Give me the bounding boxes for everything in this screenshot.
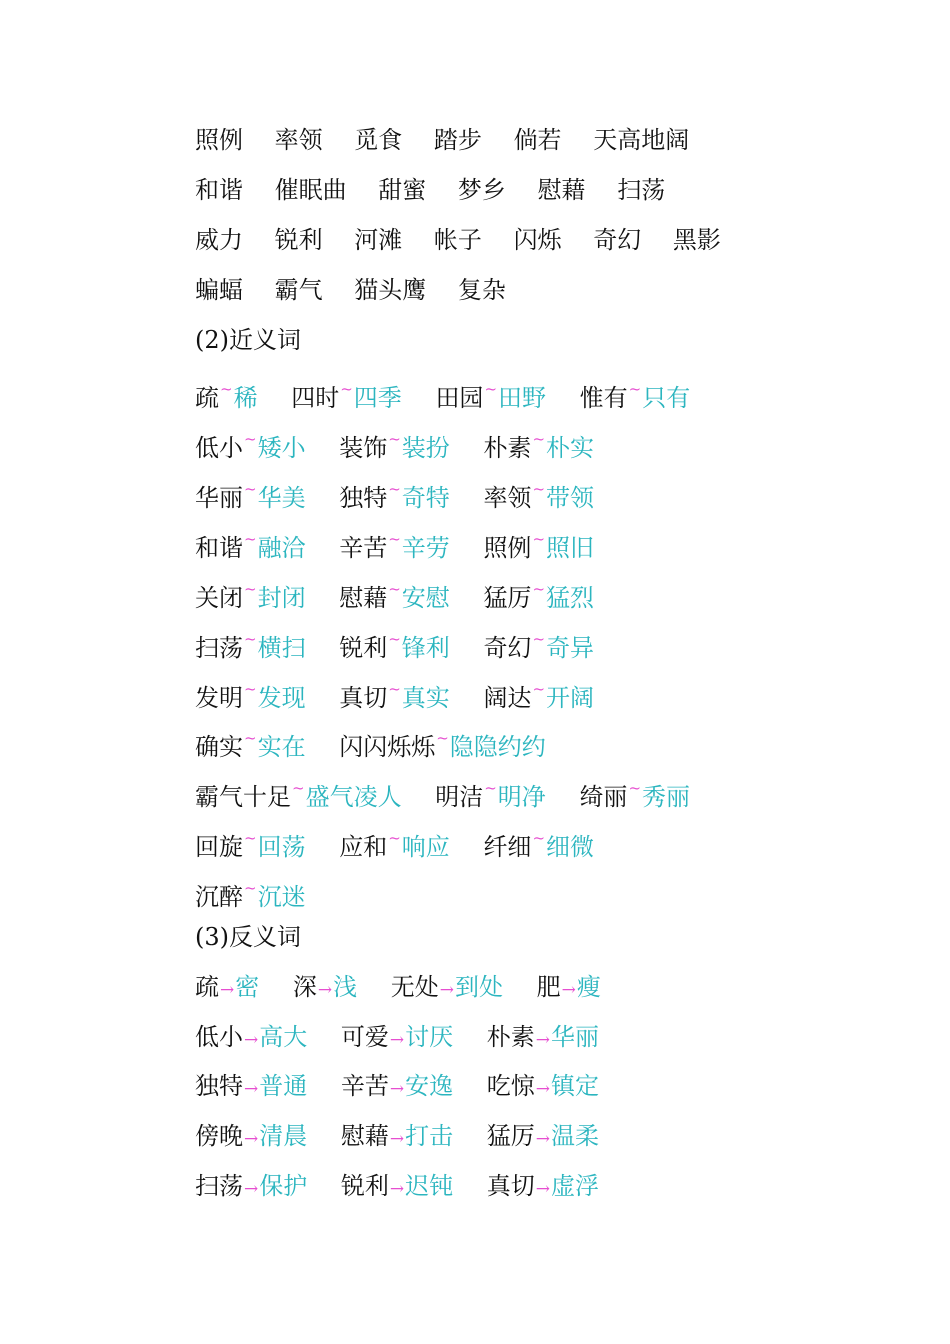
synonyms-heading: (2)近义词 <box>195 326 301 354</box>
word: 梦乡 <box>457 176 506 204</box>
synonym-pair: 朴素~朴实 <box>483 430 595 462</box>
tilde-icon: ~ <box>532 580 546 598</box>
word: 闪烁 <box>513 226 562 254</box>
arrow-right-icon: → <box>535 1079 551 1099</box>
tilde-icon: ~ <box>532 680 546 698</box>
antonym-pair: 吃惊→镇定 <box>486 1072 600 1100</box>
synonym-pair: 阔达~开阔 <box>483 680 595 712</box>
synonym-line-4 <box>195 519 620 562</box>
tilde-icon: ~ <box>388 829 401 847</box>
tilde-icon: ~ <box>532 530 546 548</box>
word: 催眠曲 <box>274 176 347 204</box>
word: 帐子 <box>433 226 482 254</box>
word-line-4 <box>195 270 530 310</box>
synonym-pair: 猛厉~猛烈 <box>483 580 595 612</box>
synonym-pair: 率领~带领 <box>483 480 595 512</box>
word: 蝙蝠 <box>195 276 243 304</box>
tilde-icon: ~ <box>244 480 257 498</box>
arrow-right-icon: → <box>439 980 455 1000</box>
tilde-icon: ~ <box>532 829 546 847</box>
word: 奇幻 <box>593 226 642 254</box>
tilde-icon: ~ <box>244 430 257 448</box>
word: 踏步 <box>433 126 482 154</box>
tilde-icon: ~ <box>244 530 257 548</box>
tilde-icon: ~ <box>436 729 449 747</box>
tilde-icon: ~ <box>244 829 257 847</box>
synonym-pair: 应和~响应 <box>339 829 450 861</box>
synonym-pair: 扫荡~横扫 <box>195 630 306 662</box>
arrow-right-icon: → <box>244 1179 259 1199</box>
synonym-pair: 明洁~明净 <box>435 779 546 811</box>
tilde-icon: ~ <box>388 680 401 698</box>
tilde-icon: ~ <box>388 580 401 598</box>
arrow-right-icon: → <box>244 1129 259 1149</box>
synonym-line-7 <box>195 669 620 712</box>
word: 黑影 <box>672 226 721 254</box>
tilde-icon: ~ <box>244 580 257 598</box>
arrow-right-icon: → <box>535 1179 551 1199</box>
antonym-line-4 <box>195 1116 625 1156</box>
antonym-pair: 可爱→讨厌 <box>340 1023 454 1051</box>
synonym-line-5 <box>195 569 620 612</box>
synonym-line-1 <box>195 369 716 412</box>
synonym-pair: 装饰~装扮 <box>339 430 450 462</box>
arrow-right-icon: → <box>561 980 576 1000</box>
word: 倘若 <box>513 126 562 154</box>
synonym-pair: 独特~奇特 <box>339 480 450 512</box>
arrow-right-icon: → <box>317 980 333 1000</box>
antonym-pair: 独特→普通 <box>195 1072 308 1100</box>
synonym-pair: 奇幻~奇异 <box>483 630 595 662</box>
antonym-pair: 朴素→华丽 <box>486 1023 600 1051</box>
antonyms-heading: (3)反义词 <box>195 923 301 951</box>
word: 觅食 <box>354 126 403 154</box>
synonym-pair: 确实~实在 <box>195 729 306 761</box>
synonym-pair: 纤细~细微 <box>483 829 595 861</box>
word-line-3 <box>195 220 745 260</box>
arrow-right-icon: → <box>220 980 235 1000</box>
arrow-right-icon: → <box>389 1030 405 1050</box>
synonym-pair: 关闭~封闭 <box>195 580 306 612</box>
synonym-pair: 疏~稀 <box>195 380 258 412</box>
synonym-pair: 沉醉~沉迷 <box>195 879 306 911</box>
antonym-pair: 扫荡→保护 <box>195 1172 308 1200</box>
antonym-pair: 锐利→迟钝 <box>340 1172 454 1200</box>
synonym-line-2 <box>195 419 620 462</box>
arrow-right-icon: → <box>244 1079 259 1099</box>
synonym-pair: 田园~田野 <box>435 380 547 412</box>
synonym-pair: 回旋~回荡 <box>195 829 306 861</box>
synonym-pair: 真切~真实 <box>339 680 450 712</box>
word: 猫头鹰 <box>354 276 427 304</box>
synonym-line-6 <box>195 619 620 662</box>
word-line-1 <box>195 120 713 160</box>
word: 锐利 <box>274 226 323 254</box>
antonym-pair: 肥→瘦 <box>536 973 601 1001</box>
antonym-line-1 <box>195 967 627 1007</box>
tilde-icon: ~ <box>220 380 233 398</box>
arrow-right-icon: → <box>389 1179 405 1199</box>
tilde-icon: ~ <box>292 779 305 797</box>
word: 威力 <box>195 226 243 254</box>
synonym-pair: 闪闪烁烁~隐隐约约 <box>339 729 546 761</box>
arrow-right-icon: → <box>389 1129 405 1149</box>
synonym-pair: 四时~四季 <box>291 380 402 412</box>
synonym-pair: 霸气十足~盛气凌人 <box>195 779 402 811</box>
word: 霸气 <box>274 276 323 304</box>
word: 率领 <box>274 126 323 154</box>
tilde-icon: ~ <box>628 779 642 797</box>
synonym-pair: 照例~照旧 <box>483 530 595 562</box>
antonym-line-5 <box>195 1166 625 1206</box>
word: 河滩 <box>354 226 403 254</box>
tilde-icon: ~ <box>388 430 401 448</box>
word: 和谐 <box>195 176 243 204</box>
synonym-pair: 低小~矮小 <box>195 430 306 462</box>
tilde-icon: ~ <box>532 430 546 448</box>
antonym-line-3 <box>195 1066 625 1106</box>
synonym-pair: 辛苦~辛劳 <box>339 530 450 562</box>
tilde-icon: ~ <box>628 380 642 398</box>
word: 天高地阔 <box>593 126 690 154</box>
synonym-pair: 华丽~华美 <box>195 480 306 512</box>
antonym-pair: 疏→密 <box>195 973 260 1001</box>
tilde-icon: ~ <box>340 380 353 398</box>
synonym-line-8 <box>195 718 572 761</box>
arrow-right-icon: → <box>244 1030 259 1050</box>
antonym-pair: 真切→虚浮 <box>486 1172 600 1200</box>
tilde-icon: ~ <box>244 680 257 698</box>
synonym-pair: 绮丽~秀丽 <box>579 779 691 811</box>
antonym-line-2 <box>195 1017 625 1057</box>
word: 甜蜜 <box>378 176 427 204</box>
tilde-icon: ~ <box>388 480 401 498</box>
word: 扫荡 <box>617 176 666 204</box>
synonym-line-11 <box>195 868 332 911</box>
tilde-icon: ~ <box>244 729 257 747</box>
word: 复杂 <box>457 276 506 304</box>
tilde-icon: ~ <box>244 630 257 648</box>
synonym-line-10 <box>195 818 620 861</box>
synonym-line-3 <box>195 469 620 512</box>
tilde-icon: ~ <box>532 630 546 648</box>
arrow-right-icon: → <box>535 1030 551 1050</box>
word-line-2 <box>195 170 689 210</box>
antonym-pair: 无处→到处 <box>390 973 504 1001</box>
word: 照例 <box>195 126 243 154</box>
antonym-pair: 傍晚→清晨 <box>195 1122 308 1150</box>
synonym-line-9 <box>195 768 716 811</box>
tilde-icon: ~ <box>388 530 401 548</box>
synonym-pair: 惟有~只有 <box>579 380 691 412</box>
tilde-icon: ~ <box>532 480 546 498</box>
antonym-pair: 辛苦→安逸 <box>340 1072 454 1100</box>
synonym-pair: 慰藉~安慰 <box>339 580 450 612</box>
tilde-icon: ~ <box>484 779 497 797</box>
antonym-pair: 猛厉→温柔 <box>486 1122 600 1150</box>
synonym-pair: 和谐~融洽 <box>195 530 306 562</box>
tilde-icon: ~ <box>484 380 498 398</box>
antonym-pair: 慰藉→打击 <box>340 1122 454 1150</box>
synonym-pair: 锐利~锋利 <box>339 630 450 662</box>
tilde-icon: ~ <box>388 630 401 648</box>
antonym-pair: 低小→高大 <box>195 1023 308 1051</box>
antonym-pair: 深→浅 <box>292 973 358 1001</box>
synonym-pair: 发明~发现 <box>195 680 306 712</box>
tilde-icon: ~ <box>244 879 257 897</box>
arrow-right-icon: → <box>389 1079 405 1099</box>
arrow-right-icon: → <box>535 1129 551 1149</box>
word: 慰藉 <box>537 176 586 204</box>
